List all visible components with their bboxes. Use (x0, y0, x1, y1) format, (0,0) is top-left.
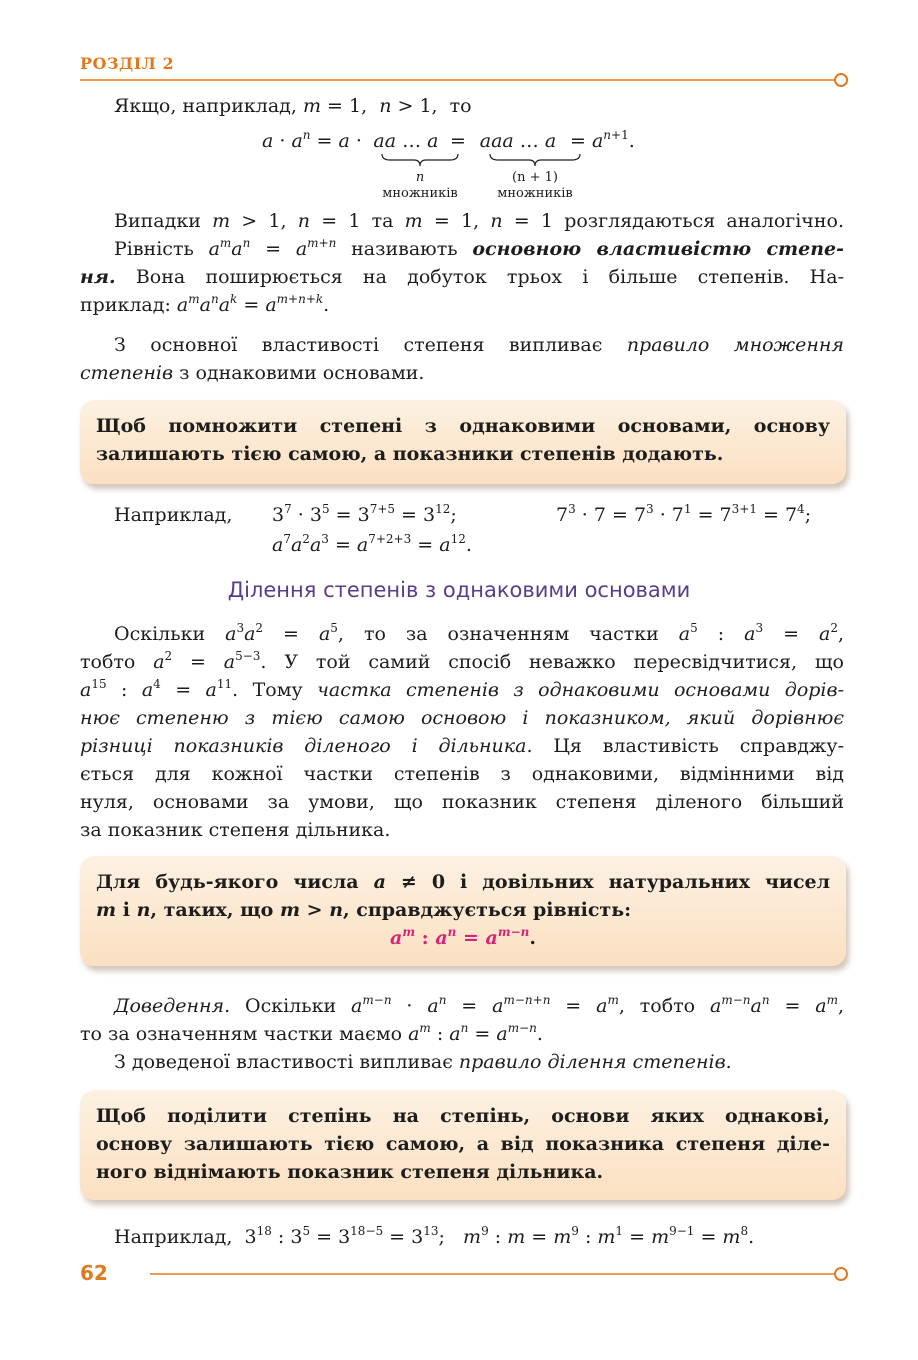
footer-rule (150, 1273, 838, 1275)
theorem-line1: Для будь-якого числа a ≠ 0 і довільних натуральних чисел (96, 871, 831, 893)
property-line3: приклад: $a^ma^na^k = a^{m+n+k}$. (80, 292, 330, 316)
division-line2: тобто $a^2 = a^{5-3}$. У той самий спосіб неважко пересвідчитися, що (80, 649, 844, 673)
division-line8: за показник степеня дільника. (80, 819, 391, 841)
division-line1: Оскільки $a^3a^2 = a^5$, то за означенням частки $a^5$ : $a^3 = a^2$, (114, 621, 844, 645)
formula-product: $a \cdot a^n = a$ · aa … a = aaa … $a = a^{n+1}$. (262, 128, 635, 152)
example1-formula-a: $3^7 \cdot 3^5 = 3^{7+5} = 3^{12}$; (272, 502, 457, 526)
brace-n-icon (380, 152, 460, 168)
example1-label: Наприклад, (114, 504, 233, 526)
theorem-line2: m і n, таких, що m > n, справджується рівність: (96, 899, 632, 921)
rule-box-line: Щоб поділити степінь на степінь, основи яких однакові, (96, 1105, 830, 1127)
division-line3: $a^{15}$ : $a^4 = a^{11}$. Тому частка степенів з однаковими основами дорів- (80, 677, 844, 701)
brace-n-label: n множників (382, 170, 458, 201)
footer-rule-end-icon (834, 1267, 848, 1281)
rule-box-line: основу залишають тією самою, а від показника степеня діле- (96, 1133, 830, 1155)
proof-conclusion: З доведеної властивості випливає правило ділення степенів. (114, 1051, 732, 1073)
brace-n1-label: (n + 1) множників (497, 170, 573, 201)
rule-intro-line1: З основної властивості степеня випливає правило множення (114, 334, 844, 356)
rule-box-line: Щоб помножити степені з однаковими основами, основу (96, 415, 830, 437)
page-number: 62 (80, 1261, 108, 1285)
division-line5: різниці показників діленого і дільника. Ця властивість справджу- (80, 735, 844, 757)
division-line4: нює степеню з тією самою основою і показником, який дорівнює (80, 707, 844, 729)
example1-formula-b: $7^3 \cdot 7 = 7^3 \cdot 7^1 = 7^{3+1} = 7^4$; (556, 502, 812, 526)
property-line2: ня. Вона поширюється на добуток трьох і більше степенів. На- (80, 266, 844, 288)
theorem-box (80, 856, 846, 966)
brace-n1-icon (488, 152, 582, 168)
header-rule (80, 79, 838, 81)
division-line6: ється для кожної частки степенів з однаковими, відмінними від (80, 763, 844, 785)
rule-box-multiplication (80, 400, 846, 484)
example2: Наприклад, $3^{18}$ : $3^5 = 3^{18-5} = 3^{13}$; $m^9$ : $m = m^9$ : $m^1 = m^{9-1} = m^8$. (114, 1224, 755, 1248)
header-rule-end-icon (834, 73, 848, 87)
rule-box-line: ного віднімають показник степеня дільника. (96, 1161, 604, 1183)
intro-line: Якщо, наприклад, m = 1, n > 1, то (114, 95, 472, 117)
property-line1: Рівність $a^ma^n = a^{m+n}$ називають основною властивістю степе- (114, 236, 845, 260)
theorem-formula: $a^m$ : $a^n = a^{m-n}$. (390, 925, 536, 949)
proof-line1: Доведення. Оскільки $a^{m-n} \cdot a^n = a^{m-n+n} = a^m$, тобто $a^{m-n}a^n = a^m$, (114, 993, 845, 1017)
rule-box-line: залишають тією самою, а показники степенів додають. (96, 443, 724, 465)
section-label: РОЗДІЛ 2 (80, 54, 175, 73)
division-line7: нуля, основами за умови, що показник степеня діленого більший (80, 791, 844, 813)
subheading-division: Ділення степенів з однаковими основами (227, 578, 691, 602)
rule-box-division (80, 1090, 846, 1200)
rule-intro-line2: степенів з однаковими основами. (80, 362, 425, 384)
cases-line: Випадки m > 1, n = 1 та m = 1, n = 1 розглядаються аналогічно. (114, 210, 844, 232)
proof-line2: то за означенням частки маємо $a^m$ : $a^n = a^{m-n}$. (80, 1021, 543, 1045)
example1-formula-c: $a^7a^2a^3 = a^{7+2+3} = a^{12}$. (272, 532, 472, 556)
